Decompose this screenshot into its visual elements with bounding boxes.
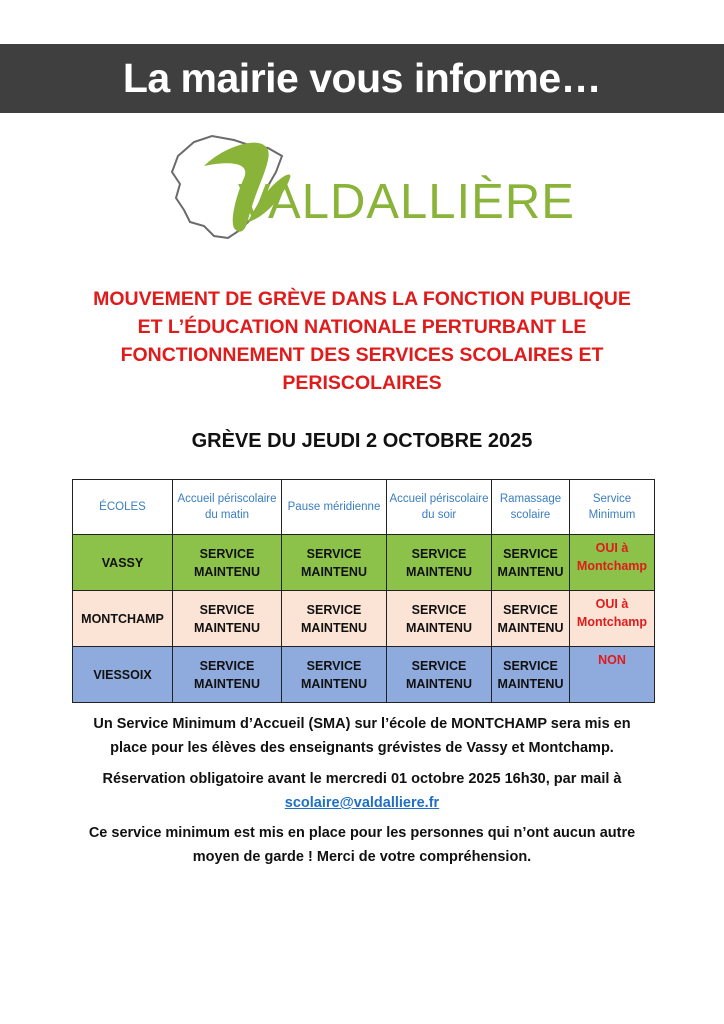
status-cell: SERVICE MAINTENU	[282, 647, 387, 703]
table-header-row	[73, 480, 655, 535]
banner-title: La mairie vous informe…	[122, 55, 602, 101]
status-cell: SERVICE MAINTENU	[387, 591, 492, 647]
status-cell: SERVICE MAINTENU	[387, 535, 492, 591]
services-table	[72, 479, 655, 703]
reservation-paragraph	[40, 767, 684, 815]
info-line: moyen de garde ! Merci de votre compréhension.	[192, 849, 532, 865]
status-cell: SERVICE MAINTENU	[387, 647, 492, 703]
status-cell: SERVICE MAINTENU	[173, 647, 282, 703]
status-cell: SERVICE MAINTENU	[282, 535, 387, 591]
info-line: Réservation obligatoire avant le mercredi 01 octobre 2025 16h30, par mail à	[102, 771, 622, 787]
table-row	[73, 647, 655, 703]
logo-wordmark: VALDALLIÈRE	[238, 175, 575, 229]
headline-line: MOUVEMENT DE GRÈVE DANS LA FONCTION PUBLIQUE	[93, 288, 631, 310]
info-line: place pour les élèves des enseignants grévistes de Vassy et Montchamp.	[110, 740, 614, 756]
header-service-minimum: Service Minimum	[570, 480, 655, 535]
strike-date-title: GRÈVE DU JEUDI 2 OCTOBRE 2025	[191, 430, 533, 452]
status-cell: SERVICE MAINTENU	[173, 535, 282, 591]
status-cell: SERVICE MAINTENU	[492, 591, 570, 647]
status-cell: SERVICE MAINTENU	[492, 535, 570, 591]
header-ramassage: Ramassage scolaire	[492, 480, 570, 535]
info-line: Un Service Minimum d’Accueil (SMA) sur l’école de MONTCHAMP sera mis en	[93, 716, 631, 732]
notice-paragraph	[40, 821, 684, 869]
header-accueil-soir: Accueil périscolaire du soir	[387, 480, 492, 535]
minimum-service-cell: NON	[570, 647, 655, 703]
status-cell: SERVICE MAINTENU	[492, 647, 570, 703]
table-row	[73, 535, 655, 591]
headline-line: ET L’ÉDUCATION NATIONALE PERTURBANT LE	[137, 316, 587, 338]
status-cell: SERVICE MAINTENU	[282, 591, 387, 647]
email-link[interactable]: scolaire@valdalliere.fr	[284, 795, 440, 811]
header-accueil-matin: Accueil périscolaire du matin	[173, 480, 282, 535]
headline-line: PERISCOLAIRES	[282, 372, 442, 394]
info-line: Ce service minimum est mis en place pour les personnes qui n’ont aucun autre	[88, 825, 636, 841]
status-cell: SERVICE MAINTENU	[173, 591, 282, 647]
school-name: VASSY	[73, 535, 173, 591]
header-ecoles: ÉCOLES	[73, 480, 173, 535]
minimum-service-cell: OUI à Montchamp	[570, 591, 655, 647]
strike-headline	[40, 285, 684, 397]
school-name: MONTCHAMP	[73, 591, 173, 647]
table-row	[73, 591, 655, 647]
header-pause-meridienne: Pause méridienne	[282, 480, 387, 535]
sma-paragraph	[40, 712, 684, 760]
school-name: VIESSOIX	[73, 647, 173, 703]
header-banner	[0, 44, 724, 113]
headline-line: FONCTIONNEMENT DES SERVICES SCOLAIRES ET	[120, 344, 604, 366]
minimum-service-cell: OUI à Montchamp	[570, 535, 655, 591]
